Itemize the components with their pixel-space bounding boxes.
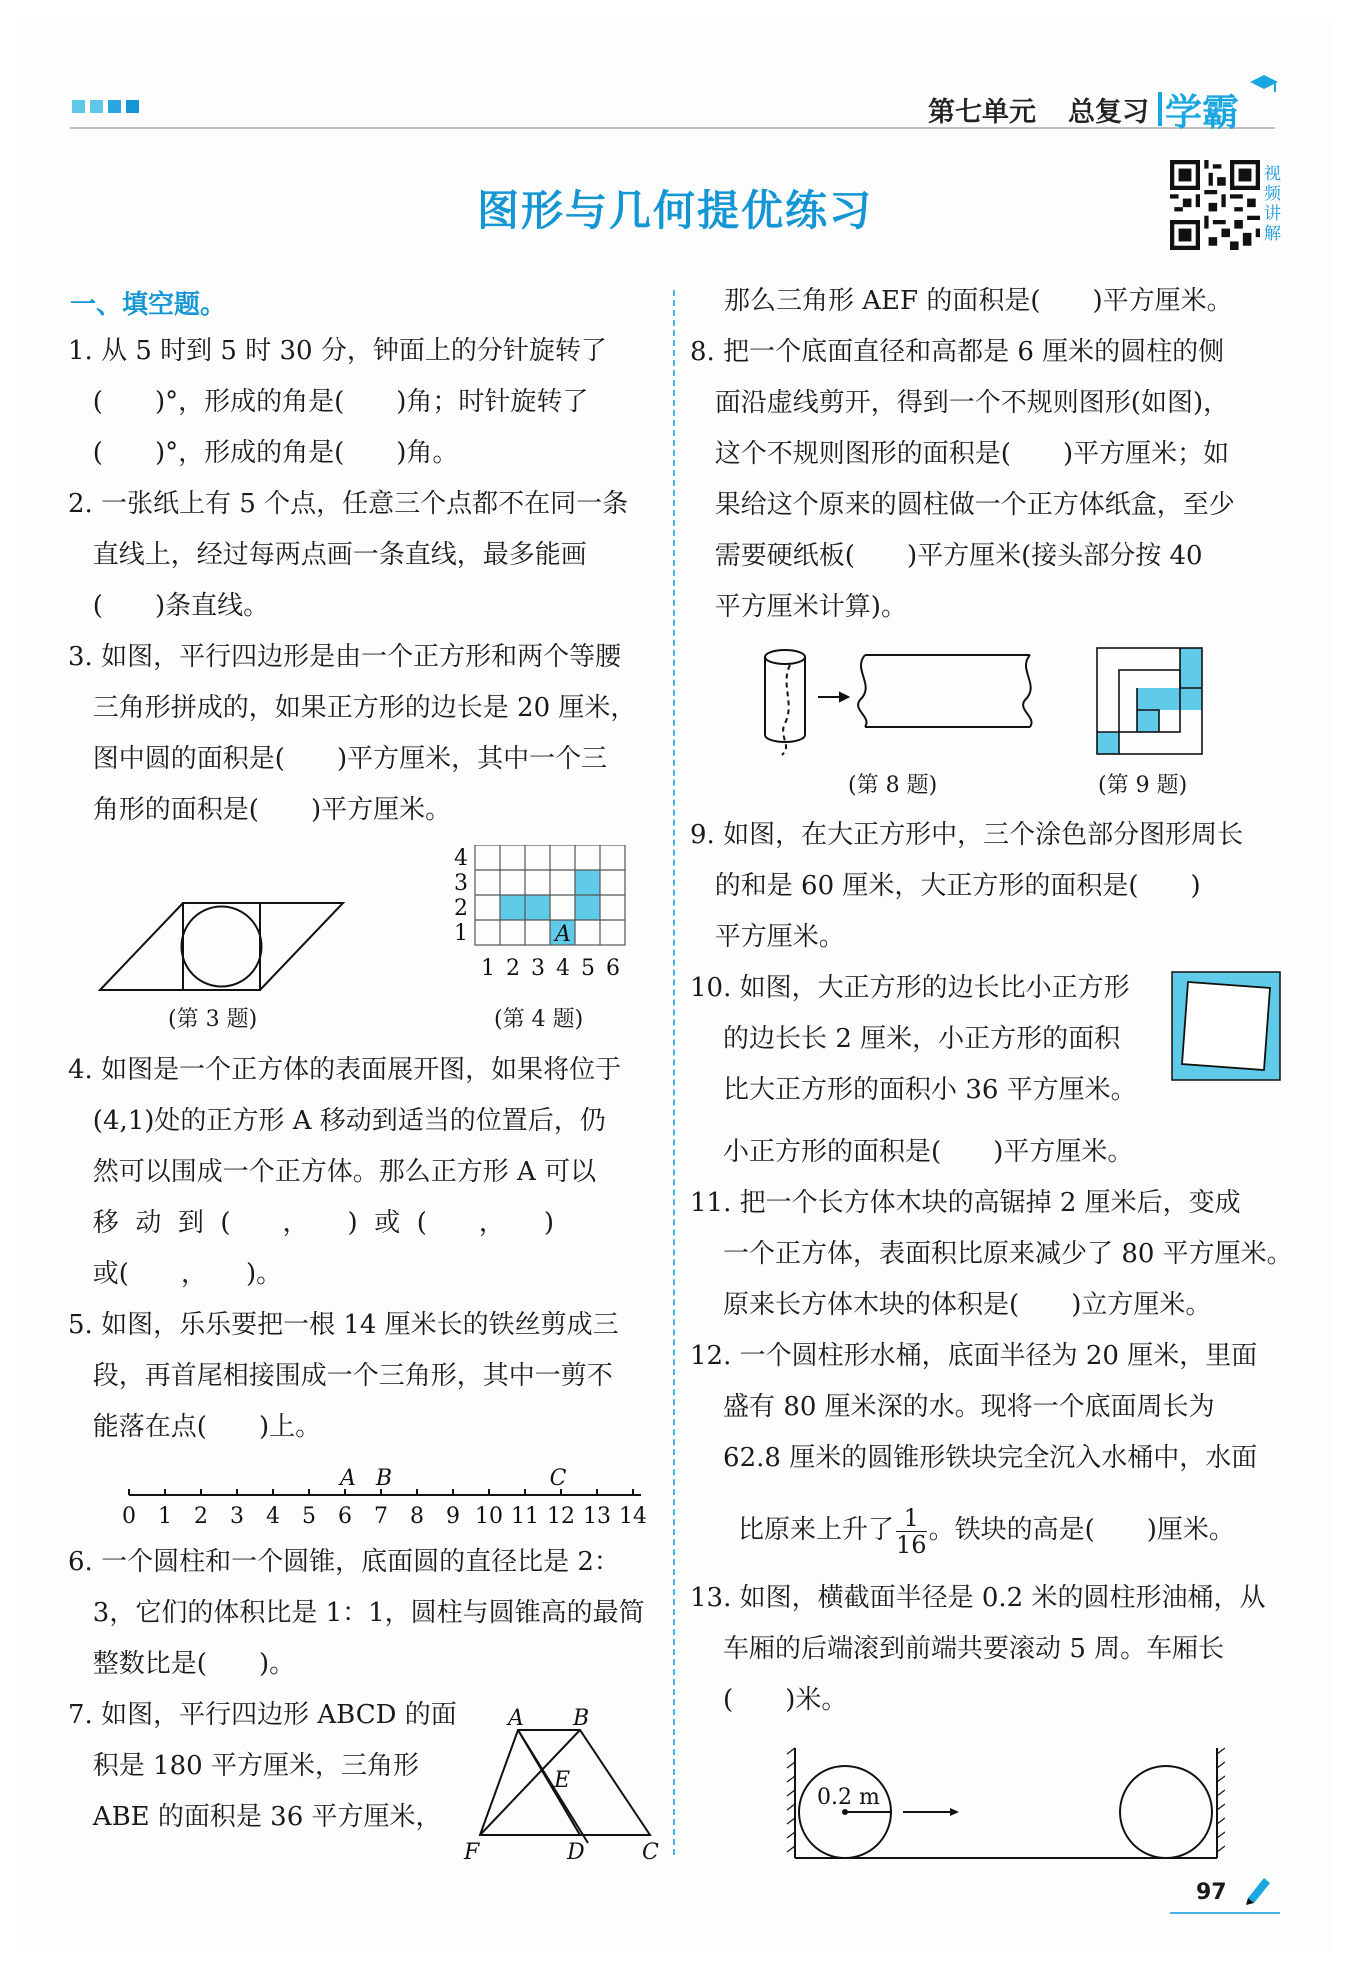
qr-code[interactable] xyxy=(1170,160,1260,250)
vertex-label: A xyxy=(508,1706,524,1731)
grid-x-label: 1 xyxy=(481,956,495,981)
text-line: 小正方形的面积是( )平方厘米。 xyxy=(690,1137,1134,1167)
text-line: 9. 如图，在大正方形中，三个涂色部分图形周长 xyxy=(690,820,1244,850)
number-line-label: 10 xyxy=(475,1504,503,1529)
brand-bar xyxy=(1158,92,1162,126)
grid-y-label: 4 xyxy=(454,846,468,871)
graduation-cap-icon xyxy=(1248,72,1280,96)
vertex-label: B xyxy=(573,1706,590,1731)
pencil-icon xyxy=(1240,1872,1274,1906)
text-line: 车厢的后端滚到前端共要滚动 5 周。车厢长 xyxy=(690,1634,1225,1664)
number-line-label: 5 xyxy=(302,1504,316,1529)
point-label: C xyxy=(549,1466,567,1491)
grid-x-label: 2 xyxy=(506,956,520,981)
page-title: 图形与几何提优练习 xyxy=(476,186,873,235)
number-line-label: 4 xyxy=(266,1504,280,1529)
text-line: ABE 的面积是 36 平方厘米， xyxy=(68,1802,442,1832)
text-line: 一个正方体，表面积比原来减少了 80 平方厘米。 xyxy=(690,1239,1293,1269)
grid-y-label: 3 xyxy=(454,871,468,896)
text-line: 4. 如图是一个正方体的表面展开图，如果将位于 xyxy=(68,1055,622,1085)
text-line: 三角形拼成的，如果正方形的边长是 20 厘米， xyxy=(68,693,637,723)
number-line-label: 12 xyxy=(547,1504,575,1529)
caption-q9: (第 9 题) xyxy=(1098,773,1188,798)
text-line: 3. 如图，平行四边形是由一个正方形和两个等腰 xyxy=(68,642,622,672)
text-line: ( )°，形成的角是( )角；时针旋转了 xyxy=(68,387,589,417)
text-line: 或( ， )。 xyxy=(68,1259,283,1289)
text-line: 角形的面积是( )平方厘米。 xyxy=(68,795,452,825)
number-line-label: 2 xyxy=(194,1504,208,1529)
header-review: 总复习 xyxy=(1068,97,1149,128)
number-line-label: 3 xyxy=(230,1504,244,1529)
text-line: 12. 一个圆柱形水桶，底面半径为 20 厘米，里面 xyxy=(690,1341,1258,1371)
text-line: 13. 如图，横截面半径是 0.2 米的圆柱形油桶，从 xyxy=(690,1583,1266,1613)
point-label: B xyxy=(375,1466,393,1491)
number-line-label: 11 xyxy=(511,1504,539,1529)
figure-q9-square xyxy=(1094,645,1206,757)
text-line: 积是 180 平方厘米，三角形 xyxy=(68,1751,419,1781)
grid-x-label: 5 xyxy=(581,956,595,981)
text-line: 11. 把一个长方体木块的高锯掉 2 厘米后，变成 xyxy=(690,1188,1241,1218)
figure-q7-parallelogram xyxy=(460,1705,660,1865)
grid-x-label: 4 xyxy=(556,956,570,981)
text-line: 原来长方体木块的体积是( )立方厘米。 xyxy=(690,1290,1212,1320)
header-decor-square xyxy=(108,100,121,113)
number-line-label: 13 xyxy=(583,1504,611,1529)
number-line-label: 7 xyxy=(374,1504,388,1529)
vertex-label: C xyxy=(642,1840,659,1865)
caption-q3: (第 3 题) xyxy=(168,1007,258,1032)
text-line: 6. 一个圆柱和一个圆锥，底面圆的直径比是 2： xyxy=(68,1547,620,1577)
text-line: 2. 一张纸上有 5 个点，任意三个点都不在同一条 xyxy=(68,489,629,519)
radius-label: 0.2 m xyxy=(817,1785,880,1810)
figure-q5-number-line xyxy=(115,1465,655,1535)
header-decor-square xyxy=(126,100,139,113)
page-number-rule xyxy=(1170,1912,1280,1914)
section-heading: 一、填空题。 xyxy=(70,290,227,320)
grid-y-label: 2 xyxy=(454,896,468,921)
number-line-label: 14 xyxy=(619,1504,647,1529)
grid-x-label: 6 xyxy=(606,956,620,981)
number-line-label: 1 xyxy=(158,1504,172,1529)
vertex-label: D xyxy=(567,1840,585,1865)
text-line: 移 动 到 ( ， ) 或 ( ， ) xyxy=(68,1208,555,1238)
header-decor-square xyxy=(90,100,103,113)
fraction: $\frac{1}{16}$ xyxy=(896,1503,927,1559)
grid-y-label: 1 xyxy=(454,921,468,946)
vertex-label: F xyxy=(464,1840,480,1865)
text-line: 段，再首尾相接围成一个三角形，其中一剪不 xyxy=(68,1361,613,1391)
qr-label: 视频讲解 xyxy=(1264,164,1281,244)
grid-cell-label: A xyxy=(555,922,571,947)
text-line: 7. 如图，平行四边形 ABCD 的面 xyxy=(68,1700,457,1730)
text-line: 1. 从 5 时到 5 时 30 分，钟面上的分针旋转了 xyxy=(68,336,607,366)
number-line-label: 9 xyxy=(446,1504,460,1529)
figure-q10-squares xyxy=(1170,970,1282,1082)
grid-x-label: 3 xyxy=(531,956,545,981)
number-line-label: 8 xyxy=(410,1504,424,1529)
text-line: 的边长长 2 厘米，小正方形的面积 xyxy=(690,1024,1121,1054)
text-line: (4,1)处的正方形 A 移动到适当的位置后，仍 xyxy=(68,1106,606,1136)
text-line: 62.8 厘米的圆锥形铁块完全沉入水桶中，水面 xyxy=(690,1443,1258,1473)
header-decor-square xyxy=(72,100,85,113)
text-line: 图中圆的面积是( )平方厘米，其中一个三 xyxy=(68,744,608,774)
text-line: ( )°，形成的角是( )角。 xyxy=(68,438,459,468)
text-line: 那么三角形 AEF 的面积是( )平方厘米。 xyxy=(724,286,1233,316)
text-line: 整数比是( )。 xyxy=(68,1649,296,1679)
text-line: 盛有 80 厘米深的水。现将一个底面周长为 xyxy=(690,1392,1215,1422)
brand-logo: 学霸 xyxy=(1165,91,1239,134)
text-line: 直线上，经过每两点画一条直线，最多能画 xyxy=(68,540,587,570)
figure-q8-cylinder-net xyxy=(760,645,1050,765)
text-line: 比大正方形的面积小 36 平方厘米。 xyxy=(690,1075,1137,1105)
text-line-q12-end: 比原来上升了 $\frac{1}{16}$ 。铁块的高是( )厘米。 xyxy=(738,1503,1235,1559)
figure-q3-parallelogram xyxy=(98,900,348,995)
text-line: 平方厘米。 xyxy=(690,922,845,952)
number-line-label: 0 xyxy=(122,1504,136,1529)
text-line: 5. 如图，乐乐要把一根 14 厘米长的铁丝剪成三 xyxy=(68,1310,619,1340)
text-line: 然可以围成一个正方体。那么正方形 A 可以 xyxy=(68,1157,597,1187)
column-divider xyxy=(673,290,675,1855)
text-line: 这个不规则图形的面积是( )平方厘米；如 xyxy=(690,439,1230,469)
text-line: ( )条直线。 xyxy=(68,591,270,621)
vertex-label: E xyxy=(554,1768,571,1793)
text-line: 果给这个原来的圆柱做一个正方体纸盒，至少 xyxy=(690,490,1235,520)
point-label: A xyxy=(340,1466,356,1491)
text-line: 的和是 60 厘米，大正方形的面积是( ) xyxy=(690,871,1201,901)
header-unit: 第七单元 xyxy=(928,97,1036,128)
page-number: 97 xyxy=(1196,1880,1227,1905)
text-line: 能落在点( )上。 xyxy=(68,1412,322,1442)
figure-q13-truck xyxy=(785,1740,1225,1865)
text-line: 面沿虚线剪开，得到一个不规则图形(如图)， xyxy=(690,388,1230,418)
text-line: 平方厘米计算)。 xyxy=(690,592,907,622)
text-line: ( )米。 xyxy=(690,1685,848,1715)
caption-q8: (第 8 题) xyxy=(848,773,938,798)
text-line: 10. 如图，大正方形的边长比小正方形 xyxy=(690,973,1130,1003)
figure-q4-grid xyxy=(448,845,638,995)
caption-q4: (第 4 题) xyxy=(494,1007,584,1032)
number-line-label: 6 xyxy=(338,1504,352,1529)
text-line: 8. 把一个底面直径和高都是 6 厘米的圆柱的侧 xyxy=(690,337,1225,367)
text-line: 需要硬纸板( )平方厘米(接头部分按 40 xyxy=(690,541,1203,571)
text-line: 3，它们的体积比是 1：1，圆柱与圆锥高的最简 xyxy=(68,1598,645,1628)
